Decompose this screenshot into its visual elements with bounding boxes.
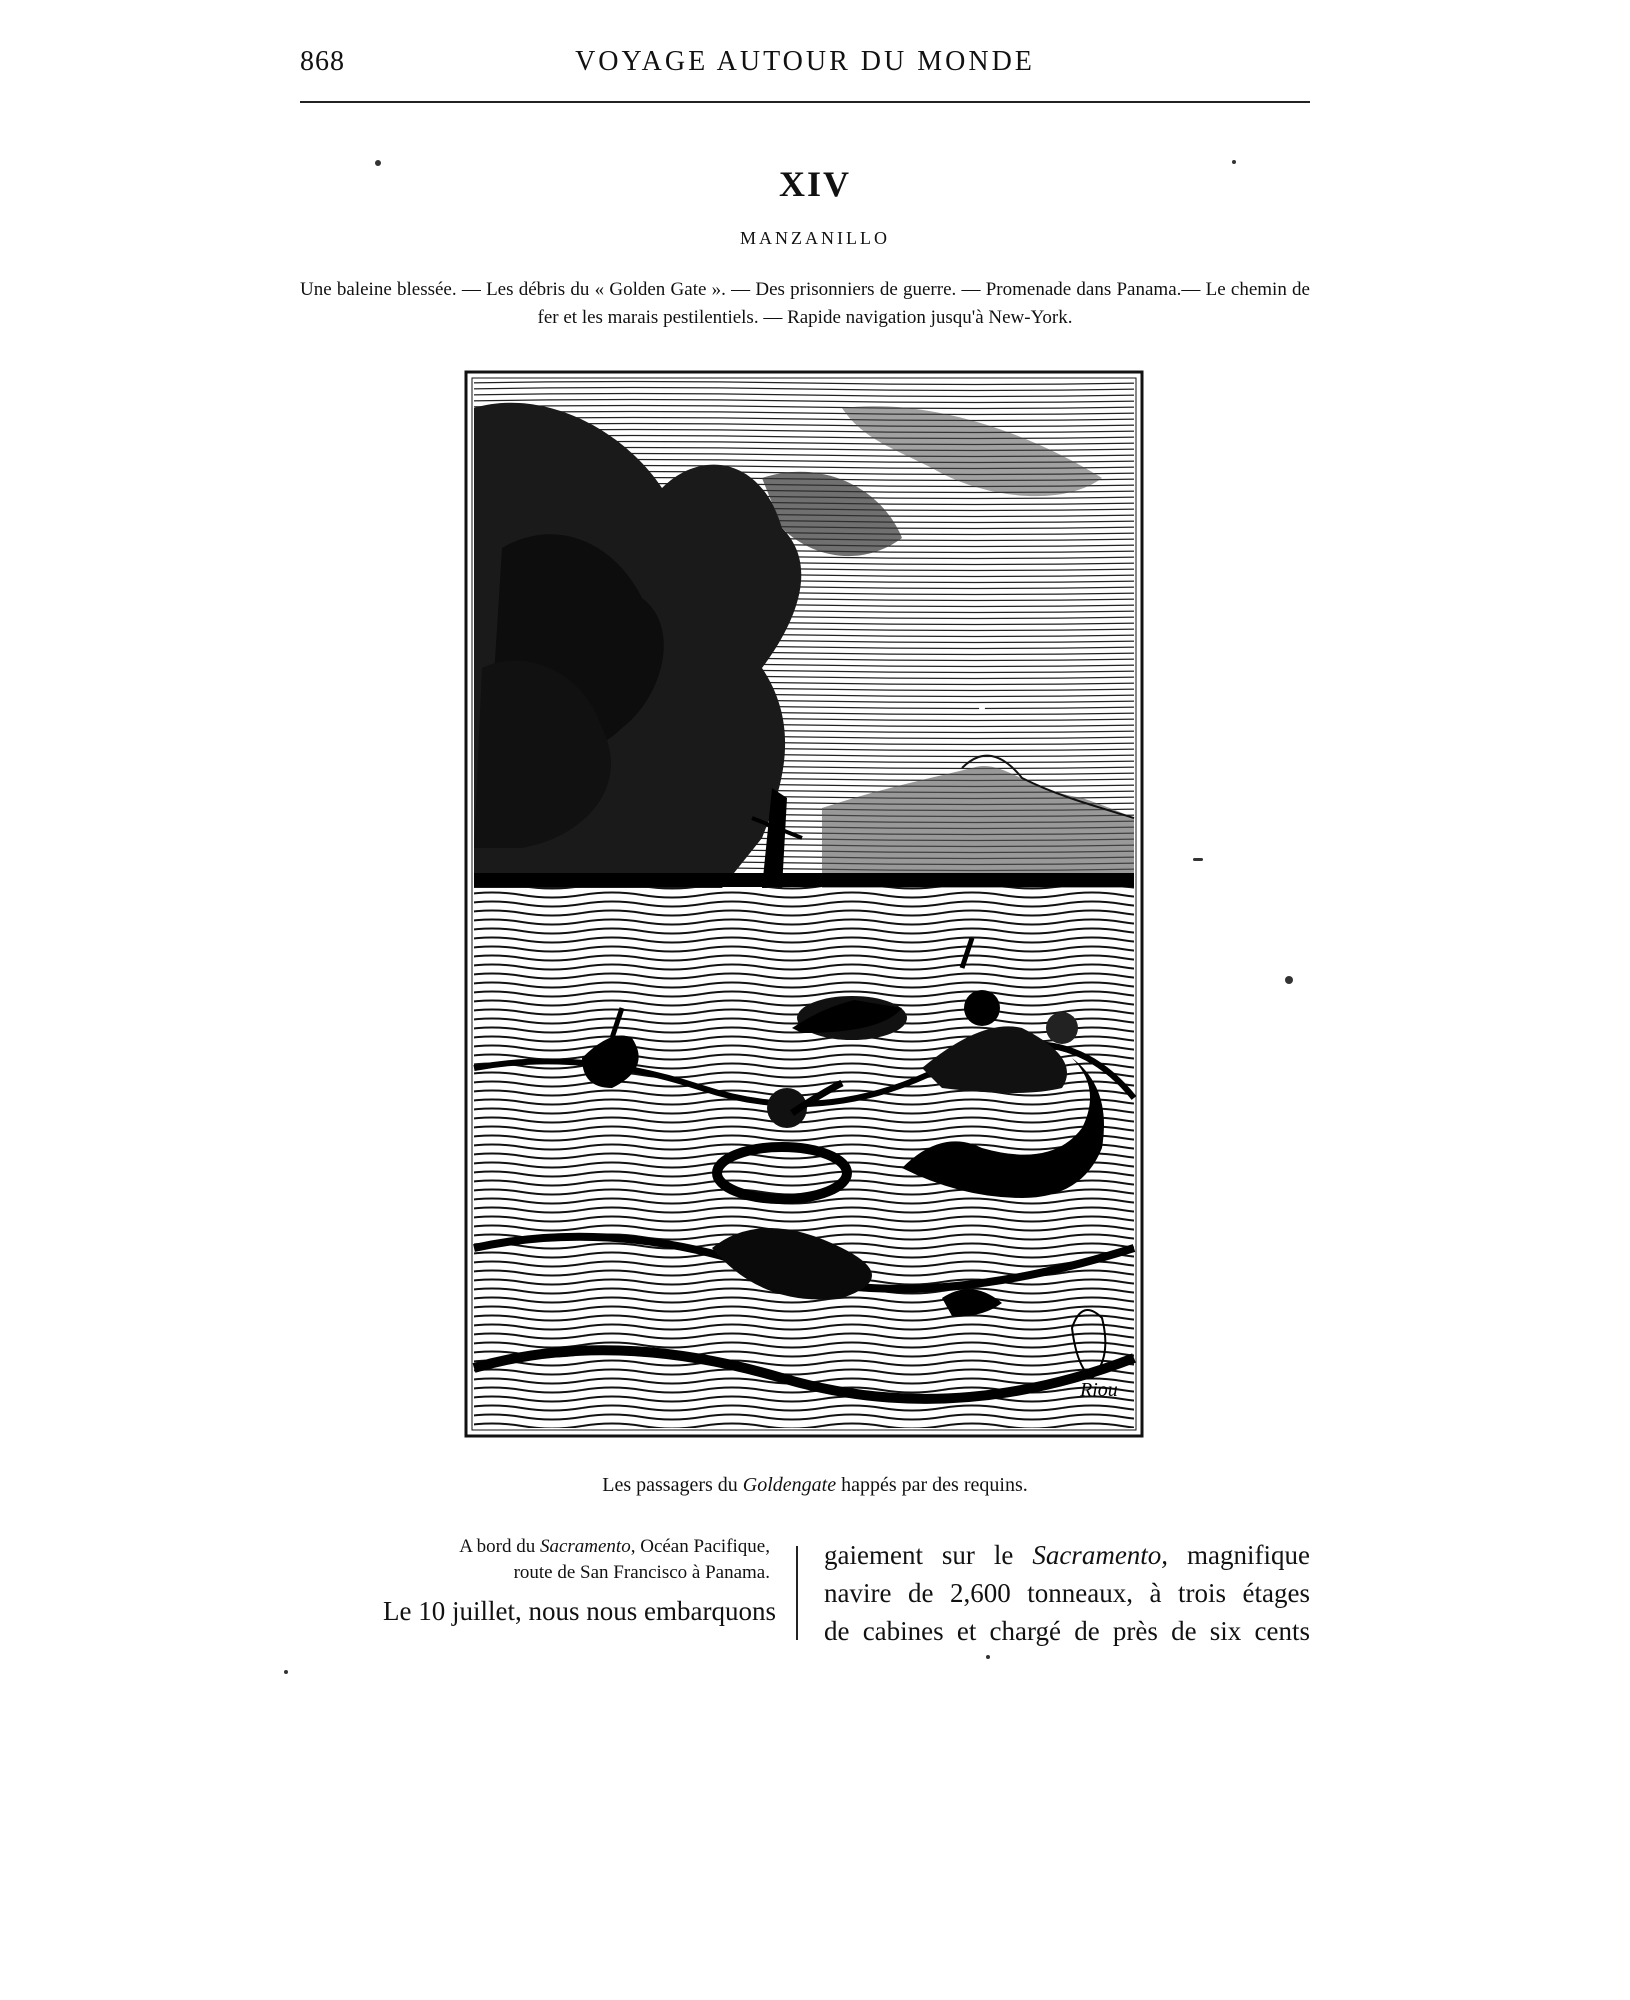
right-line-3: de cabines et chargé de près de six cents bbox=[824, 1616, 1310, 1646]
page-header bbox=[300, 46, 1310, 86]
engraver-signature: Riou bbox=[1080, 1379, 1118, 1401]
dateline bbox=[330, 1534, 770, 1586]
chapter-number: XIV bbox=[778, 164, 851, 204]
caption-ship-name: Goldengate bbox=[742, 1474, 837, 1496]
illustration-caption: Les passagers du Goldengate happés par des requins. bbox=[602, 1474, 1028, 1496]
page-number: 868 bbox=[300, 46, 345, 77]
dateline-line-2: route de San Francisco à Panama. bbox=[513, 1562, 770, 1583]
running-title: VOYAGE AUTOUR DU MONDE bbox=[575, 46, 1035, 77]
engraving-illustration bbox=[462, 368, 1146, 1440]
dateline-line-1: A bord du Sacramento, Océan Pacifique, bbox=[459, 1536, 770, 1557]
print-speck bbox=[986, 1655, 990, 1659]
print-speck bbox=[1232, 160, 1236, 164]
chapter-summary: Une baleine blessée. — Les débris du « Golden Gate ». — Des prisonniers de guerre. — Promenade dans Panama.— Le chemin de fer et les marais pestilentiels. — Rapide navigation jusqu'à New-York. bbox=[300, 279, 1310, 328]
print-speck bbox=[375, 160, 381, 166]
left-column-text: Le 10 juillet, nous nous embarquons bbox=[383, 1596, 776, 1626]
right-line-1: gaiement sur le Sacramento, magnifique bbox=[824, 1540, 1310, 1570]
header-rule bbox=[300, 101, 1310, 103]
chapter-title: MANZANILLO bbox=[740, 228, 890, 248]
print-speck bbox=[284, 1670, 288, 1674]
right-line-2: navire de 2,600 tonneaux, à trois étages bbox=[824, 1578, 1310, 1608]
right-column-text bbox=[824, 1536, 1310, 1650]
print-speck bbox=[1193, 858, 1203, 861]
column-divider bbox=[796, 1546, 798, 1640]
print-speck bbox=[1285, 976, 1293, 984]
